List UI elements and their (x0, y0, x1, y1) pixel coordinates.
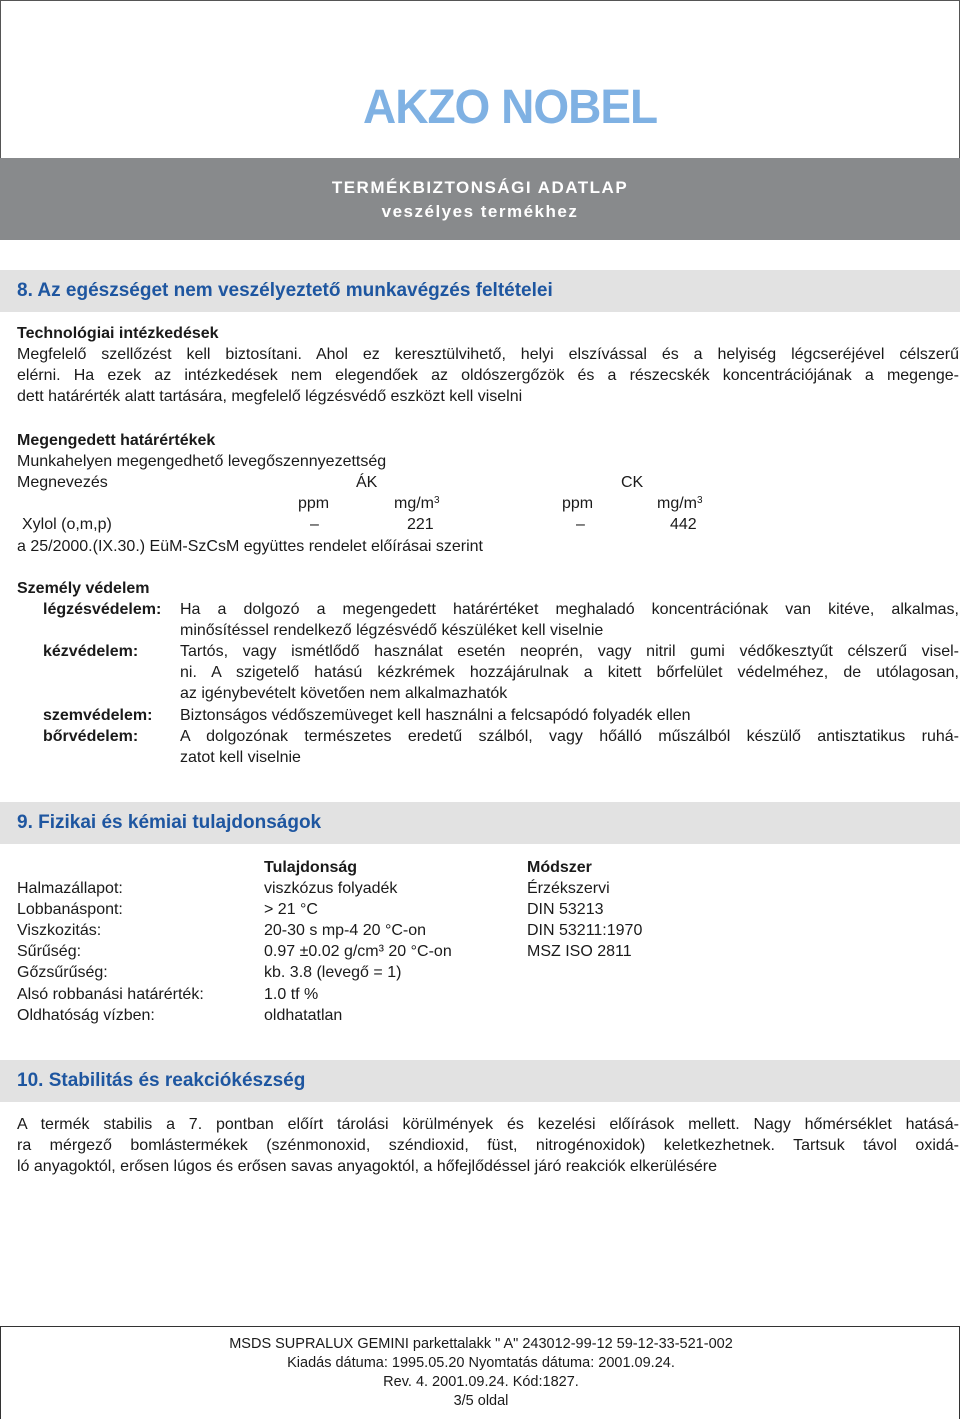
limit-row-name: Xylol (o,m,p) (22, 516, 112, 533)
prop-label: Sűrűség: (17, 943, 82, 960)
prop-label: Viszkozitás: (17, 922, 102, 939)
prop-method: MSZ ISO 2811 (527, 943, 632, 960)
ppe-hand-label: kézvédelem: (43, 643, 139, 660)
limits-subtitle: Munkahelyen megengedhető levegőszennyezettség (17, 453, 387, 470)
col-method-header: Módszer (527, 859, 592, 876)
prop-value: 0.97 ±0.02 g/cm³ 20 °C-on (264, 943, 452, 960)
document-title: TERMÉKBIZTONSÁGI ADATLAP (331, 178, 629, 197)
ppe-respiratory-line-1: Ha a dolgozó a megengedett határértéket meghaladó koncentrációnak van kitéve, alkalmas, (180, 601, 959, 618)
stability-line-3: ló anyagoktól, erősen lúgos és erősen savas anyagoktól, a hőfejlődéssel járó reakciók elkerülésére (17, 1158, 717, 1175)
tech-line-1: Megfelelő szellőzést kell biztosítani. Ahol ez keresztülvihető, helyi elszívással és a helyiség légcseréjével célszerű (17, 346, 959, 363)
footer-revision: Rev. 4. 2001.09.24. Kód:1827. (383, 1374, 579, 1390)
tech-measures-title: Technológiai intézkedések (17, 325, 219, 342)
col-property-header: Tulajdonság (264, 859, 358, 876)
document-header (0, 158, 960, 240)
ppe-hand-line-3: az igénybevételt követően nem alkalmazhatók (180, 685, 508, 702)
limit-row-ak-mg: 221 (407, 516, 434, 533)
prop-value: viszkózus folyadék (264, 880, 398, 897)
prop-label: Alsó robbanási határérték: (17, 986, 204, 1003)
limit-row-ck-ppm: – (576, 516, 585, 533)
prop-value: 20-30 s mp-4 20 °C-on (264, 922, 427, 939)
ppe-skin-label: bőrvédelem: (43, 728, 139, 745)
ppe-skin-line-2: zatot kell viselnie (180, 749, 301, 766)
prop-method: Érzékszervi (527, 880, 610, 897)
page-footer (0, 1326, 960, 1419)
section-10-heading-bar (0, 1060, 960, 1102)
prop-label: Halmazállapot: (17, 880, 123, 897)
ppe-skin-line-1: A dolgozónak természetes eredetű szálból, vagy hőálló műszálból készülő antisztatikus ruhá- (180, 728, 959, 745)
prop-label: Oldhatóság vízben: (17, 1007, 155, 1024)
ppe-hand-line-1: Tartós, vagy ismétlődő használat esetén neoprén, vagy nitril gumi védőkesztyűt célszerű visel- (180, 643, 959, 660)
ppe-title: Személy védelem (17, 580, 150, 597)
regulation-note: a 25/2000.(IX.30.) EüM-SzCsM együttes rendelet előírásai szerint (17, 538, 483, 555)
prop-method: DIN 53213 (527, 901, 604, 918)
table-header-ak: ÁK (356, 474, 378, 491)
section-8-heading-bar (0, 270, 960, 312)
ppe-hand-line-2: ni. A szigetelő hatású kézkrémek hozzájárulnak a kitett bőrfelület védelméhez, de utólagosan, (180, 664, 959, 681)
prop-value: 1.0 tf % (264, 986, 319, 1003)
footer-dates: Kiadás dátuma: 1995.05.20 Nyomtatás dátuma: 2001.09.24. (287, 1355, 675, 1371)
ppe-eye-label: szemvédelem: (43, 707, 153, 724)
prop-value: > 21 °C (264, 901, 318, 918)
limit-row-ak-ppm: – (310, 516, 319, 533)
section-9-heading: 9. Fizikai és kémiai tulajdonságok (17, 812, 322, 833)
unit-ck-ppm: ppm (562, 495, 594, 512)
company-logo: AKZO NOBEL (363, 78, 658, 134)
table-header-ck: CK (621, 474, 644, 491)
footer-product-code: MSDS SUPRALUX GEMINI parkettalakk " A" 243012-99-12 59-12-33-521-002 (229, 1336, 733, 1352)
prop-value: kb. 3.8 (levegő = 1) (264, 964, 402, 981)
section-10-heading: 10. Stabilitás és reakciókészség (17, 1070, 306, 1091)
table-header-name: Megnevezés (17, 474, 108, 491)
section-8-heading: 8. Az egészséget nem veszélyeztető munkavégzés feltételei (17, 280, 553, 301)
unit-ck-mg: $mg/m^3$ (657, 495, 703, 512)
section-9-heading-bar (0, 802, 960, 844)
footer-page-number: 3/5 oldal (453, 1393, 509, 1409)
tech-line-2: elérni. Ha ezek az intézkedések nem elegendőek az oldószergőzök és a részecskék koncentrációjának a megenge- (17, 367, 959, 384)
limits-title: Megengedett határértékek (17, 432, 216, 449)
prop-label: Lobbanáspont: (17, 901, 123, 918)
ppe-respiratory-label: légzésvédelem: (43, 601, 162, 618)
document-subtitle: veszélyes termékhez (381, 202, 579, 221)
ppe-respiratory-line-2: minősítéssel rendelkező légzésvédő készüléket kell viselnie (180, 622, 604, 639)
stability-line-2: ra mérgező bomlástermékek (szénmonoxid, széndioxid, füst, nitrogénoxidok) keletkezhetnek. Tartsuk távol oxidá- (17, 1137, 959, 1154)
logo-area (0, 0, 960, 159)
tech-line-3: dett határérték alatt tartására, megfelelő légzésvédő eszközt kell viselni (17, 388, 523, 405)
unit-ak-mg: $mg/m^3$ (394, 495, 440, 512)
prop-method: DIN 53211:1970 (527, 922, 643, 939)
prop-value: oldhatatlan (264, 1007, 343, 1024)
prop-label: Gőzsűrűség: (17, 964, 108, 981)
unit-ak-ppm: ppm (298, 495, 330, 512)
stability-line-1: A termék stabilis a 7. pontban előírt tárolási körülmények és kezelési előírások mellett. Nagy hőmérséklet hatásá- (17, 1116, 959, 1133)
ppe-eye-line-1: Biztonságos védőszemüveget kell használni a felcsapódó folyadék ellen (180, 707, 691, 724)
limit-row-ck-mg: 442 (670, 516, 697, 533)
